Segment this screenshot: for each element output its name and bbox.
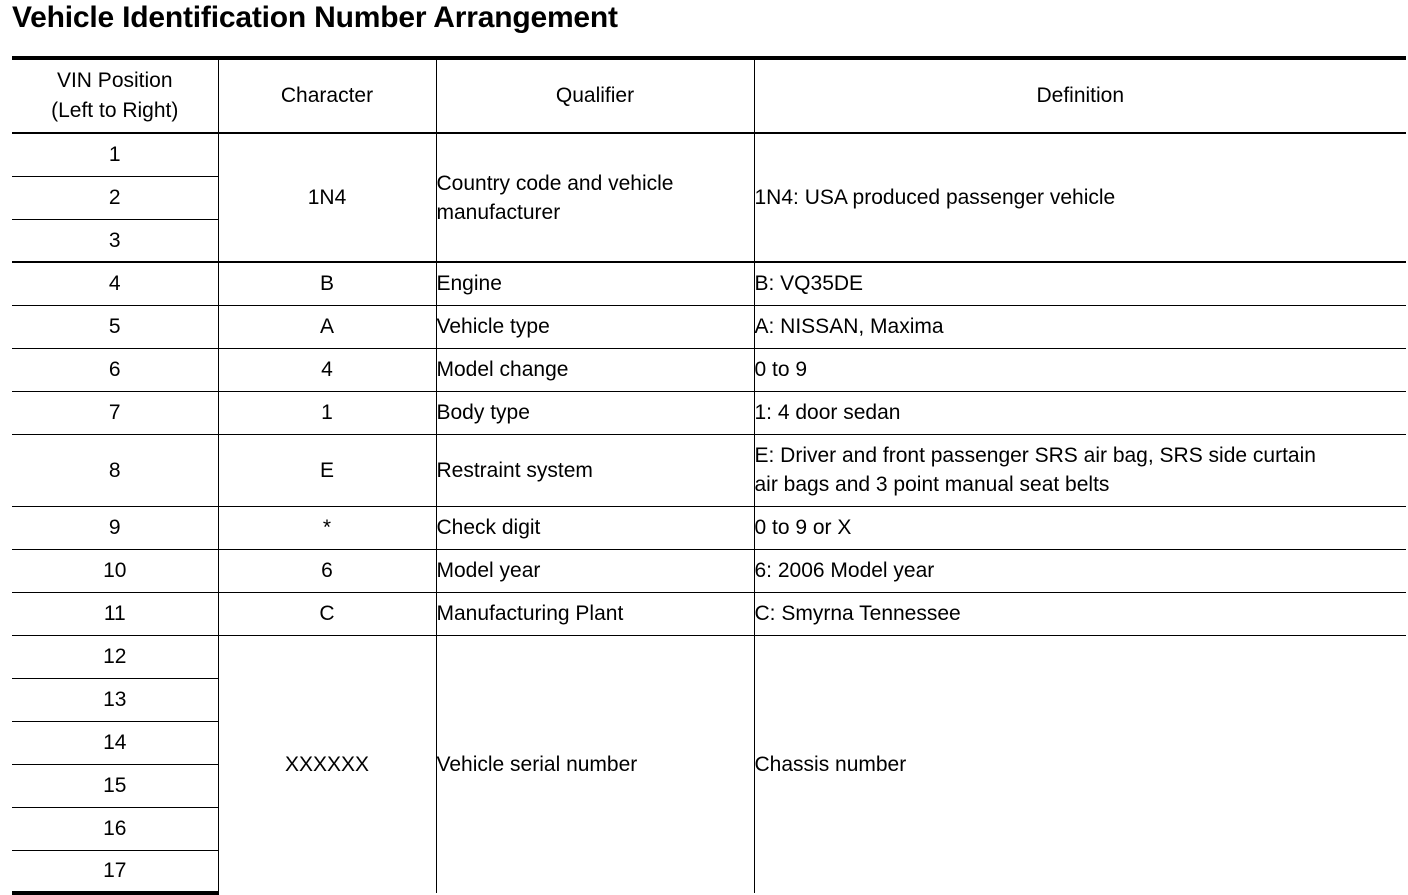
table-row xyxy=(12,506,1406,549)
qualifier-line1: Country code and vehicle xyxy=(436,171,674,195)
character-cell: 6 xyxy=(218,549,436,592)
vin-position-cell: 12 xyxy=(12,635,218,678)
definition-cell: 6: 2006 Model year xyxy=(754,549,1406,592)
qualifier-cell: Vehicle serial number xyxy=(436,635,754,893)
definition-cell: 0 to 9 or X xyxy=(754,506,1406,549)
vin-position-cell: 9 xyxy=(12,506,218,549)
header-character: Character xyxy=(218,58,436,133)
qualifier-line2: manufacturer xyxy=(436,200,561,224)
vin-position-cell: 11 xyxy=(12,592,218,635)
qualifier-cell: Body type xyxy=(436,391,754,434)
vin-position-cell: 13 xyxy=(12,678,218,721)
table-row xyxy=(12,549,1406,592)
definition-cell: 1N4: USA produced passenger vehicle xyxy=(754,133,1406,262)
qualifier-cell xyxy=(436,133,754,262)
table-row xyxy=(12,348,1406,391)
qualifier-cell: Vehicle type xyxy=(436,305,754,348)
table-row xyxy=(12,592,1406,635)
vin-position-cell: 16 xyxy=(12,807,218,850)
character-cell: C xyxy=(218,592,436,635)
header-qualifier: Qualifier xyxy=(436,58,754,133)
table-header-row xyxy=(12,58,1406,133)
table-row xyxy=(12,133,1406,176)
definition-cell: 0 to 9 xyxy=(754,348,1406,391)
definition-cell: Chassis number xyxy=(754,635,1406,893)
definition-cell: B: VQ35DE xyxy=(754,262,1406,305)
definition-cell: A: NISSAN, Maxima xyxy=(754,305,1406,348)
vin-position-cell: 1 xyxy=(12,133,218,176)
character-cell: E xyxy=(218,434,436,506)
table-row xyxy=(12,434,1406,506)
vin-position-cell: 4 xyxy=(12,262,218,305)
character-cell: 1 xyxy=(218,391,436,434)
vin-position-cell: 6 xyxy=(12,348,218,391)
vin-position-cell: 10 xyxy=(12,549,218,592)
header-vin-position-line2: (Left to Right) xyxy=(51,99,179,122)
character-cell: 4 xyxy=(218,348,436,391)
header-vin-position xyxy=(12,58,218,133)
table-row xyxy=(12,391,1406,434)
qualifier-cell: Model change xyxy=(436,348,754,391)
character-cell: XXXXXX xyxy=(218,635,436,893)
definition-line1: E: Driver and front passenger SRS air bag, SRS side curtain xyxy=(754,444,1316,467)
table-row xyxy=(12,635,1406,678)
vin-position-cell: 15 xyxy=(12,764,218,807)
vin-position-cell: 14 xyxy=(12,721,218,764)
vin-position-cell: 2 xyxy=(12,176,218,219)
vin-arrangement-table xyxy=(12,56,1406,895)
qualifier-cell: Restraint system xyxy=(436,434,754,506)
character-cell: * xyxy=(218,506,436,549)
vin-position-cell: 8 xyxy=(12,434,218,506)
vin-position-cell: 5 xyxy=(12,305,218,348)
definition-cell: 1: 4 door sedan xyxy=(754,391,1406,434)
page-title: Vehicle Identification Number Arrangement xyxy=(12,1,618,34)
header-vin-position-line1: VIN Position xyxy=(56,69,173,92)
table-row xyxy=(12,305,1406,348)
vin-position-cell: 3 xyxy=(12,219,218,262)
vin-position-cell: 17 xyxy=(12,850,218,893)
header-definition: Definition xyxy=(754,58,1406,133)
definition-line2: air bags and 3 point manual seat belts xyxy=(754,473,1110,496)
table-row xyxy=(12,262,1406,305)
definition-cell xyxy=(754,434,1406,506)
qualifier-cell: Model year xyxy=(436,549,754,592)
qualifier-cell: Check digit xyxy=(436,506,754,549)
qualifier-cell: Engine xyxy=(436,262,754,305)
qualifier-cell: Manufacturing Plant xyxy=(436,592,754,635)
vin-position-cell: 7 xyxy=(12,391,218,434)
character-cell: 1N4 xyxy=(218,133,436,262)
definition-cell: C: Smyrna Tennessee xyxy=(754,592,1406,635)
character-cell: B xyxy=(218,262,436,305)
character-cell: A xyxy=(218,305,436,348)
